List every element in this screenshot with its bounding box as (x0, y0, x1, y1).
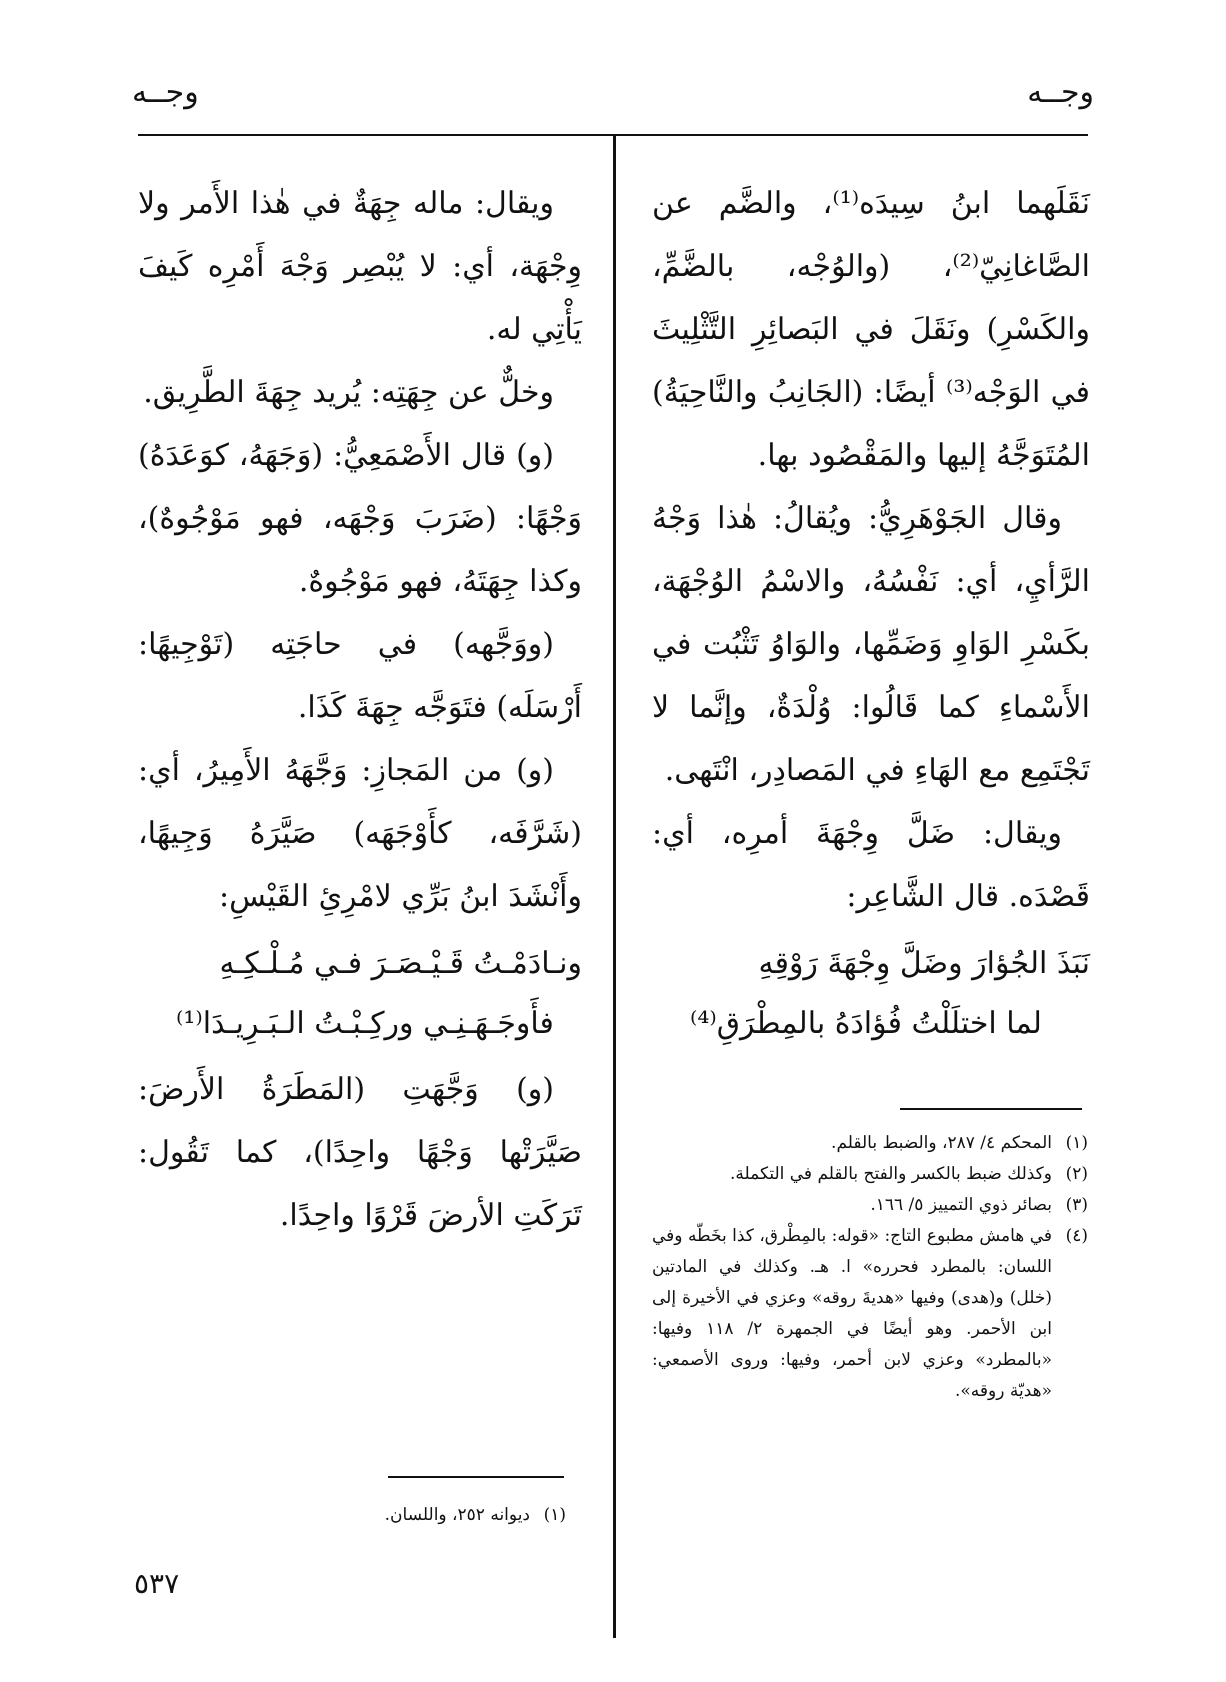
left-paragraph-1: ويقال: ماله جِهَةٌ في هٰذا الأَمر ولا وِجْهَة، أي: لا يُبْصِر وَجْهَ أَمْرِه كَيفَ يَأْتِي له. (138, 186, 582, 347)
left-verse-hemistich-2: فأَوجَـهَـنِـي وركِـبْـتُ الـبَـرِيـدَا⁽¹⁾ (176, 1006, 554, 1041)
left-column (138, 172, 582, 1247)
column-divider (613, 136, 616, 1638)
left-verse (138, 934, 582, 1054)
right-footnotes (652, 1128, 1088, 1407)
footnote-number: (٢) (1065, 1164, 1088, 1184)
footnote-text: وكذلك ضبط بالكسر والفتح بالقلم في التكملة. (729, 1164, 1052, 1184)
right-verse-hemistich-2: لما اختلَلْتُ فُؤادَهُ بالمِطْرَقِ⁽⁴⁾ (690, 1006, 1042, 1041)
footnote-text: بصائر ذوي التمييز ٥/ ١٦٦. (870, 1195, 1052, 1215)
right-column (652, 172, 1090, 1058)
footnote (652, 1190, 1088, 1221)
running-head-left: وجــه (132, 75, 199, 110)
page-number: ٥٣٧ (134, 1567, 180, 1600)
right-paragraph-1: نَقَلَهما ابنُ سِيدَه⁽¹⁾، والضَّم عن الصَّاغانِيّ⁽²⁾، (والوُجْه، بالضَّمِّ، والكَسْرِ) ونَقَلَ في البَصائِرِ التَّثْلِيثَ في الوَجْه⁽³⁾ أيضًا: (الجَانِبُ والنَّاحِيَةُ) المُتَوَجَّهُ إليها والمَقْصُود بها. (652, 186, 1090, 473)
footnote (652, 1159, 1088, 1190)
footnote-separator-left (388, 1476, 564, 1478)
footnote (250, 1500, 566, 1531)
right-verse-hemistich-1: نَبَذَ الجُؤارَ وضَلَّ وِجْهَةَ رَوْقِهِ (758, 946, 1090, 981)
footnote-text: ديوانه ٢٥٢، واللسان. (384, 1505, 530, 1525)
left-footnotes (250, 1500, 566, 1531)
left-paragraph-2: وخلٌّ عن جِهَتِه: يُريد جِهَةَ الطَّرِيق. (143, 375, 554, 410)
right-paragraph-3: ويقال: ضَلَّ وِجْهَةَ أمرِه، أي: قَصْدَه. قال الشَّاعِر: (652, 816, 1090, 914)
footnote-number: (١) (543, 1505, 566, 1525)
footnote-text: في هامش مطبوع التاج: «قوله: بالمِطْرق، كذا بخَطّه وفي اللسان: بالمطرد فحرره» ا. هـ. وكذلك في المادتين (خلل) و(هدى) وفيها «هديةَ روقه» وعزي في الأخيرة إلى ابن الأحمر. وهو أيضًا في الجمهرة ٢/ ١١٨ وفيها: «بالمطرد» وعزي لابن أحمر، وفيها: وروى الأصمعي: «هديّة روقه». (652, 1226, 1052, 1401)
footnote-text: المحكم ٤/ ٢٨٧، والضبط بالقلم. (831, 1133, 1052, 1153)
left-paragraph-5: (و) من المَجازِ: وَجَّهَهُ الأَمِيرُ، أي: (شَرَّفَه، كأَوْجَهَه) صَيَّرَهُ وَجِيهًا، وأَنْشَدَ ابنُ بَرِّي لامْرِئِ القَيْسِ: (138, 753, 582, 914)
footnote-number: (٣) (1065, 1195, 1088, 1215)
footnote (652, 1128, 1088, 1159)
left-paragraph-3: (و) قال الأَصْمَعِيُّ: (وَجَهَهُ، كوَعَدَهُ) وَجْهًا: (ضَرَبَ وَجْهَه، فهو مَوْجُوهٌ)، وكذا جِهَتَهُ، فهو مَوْجُوهٌ. (138, 438, 582, 599)
right-paragraph-2: وقال الجَوْهَرِيُّ: ويُقالُ: هٰذا وَجْهُ الرَّأيِ، أي: نَفْسُهُ، والاسْمُ الوُجْهَة، بكَسْرِ الوَاوِ وَضَمِّها، والوَاوُ تَثْبُت في الأَسْماءِ كما قَالُوا: وُلْدَةٌ، وإنَّما لا تَجْتَمِع مع الهَاءِ في المَصادِر، انْتَهى. (652, 501, 1090, 788)
footnote-number: (٤) (1065, 1226, 1088, 1246)
left-paragraph-6: (و) وَجَّهَتِ (المَطَرَةُ الأَرضَ: صَيَّرَتْها وَجْهًا واحِدًا)، كما تَقُول: تَرَكَتِ الأرضَ قَرْوًا واحِدًا. (138, 1072, 582, 1233)
left-verse-hemistich-1: ونـادَمْـتُ قَـيْـصَـرَ فـي مُـلْـكِـهِ (219, 946, 582, 981)
footnote-number: (١) (1065, 1133, 1088, 1153)
left-paragraph-4: (ووَجَّهه) في حاجَتِه (تَوْجِيهًا: أَرْسَلَه) فتَوَجَّه جِهَةَ كَذَا. (138, 627, 582, 725)
running-head-right: وجــه (1027, 75, 1094, 110)
right-verse (652, 934, 1090, 1054)
footnote-separator-right (900, 1108, 1082, 1110)
footnote (652, 1221, 1088, 1407)
